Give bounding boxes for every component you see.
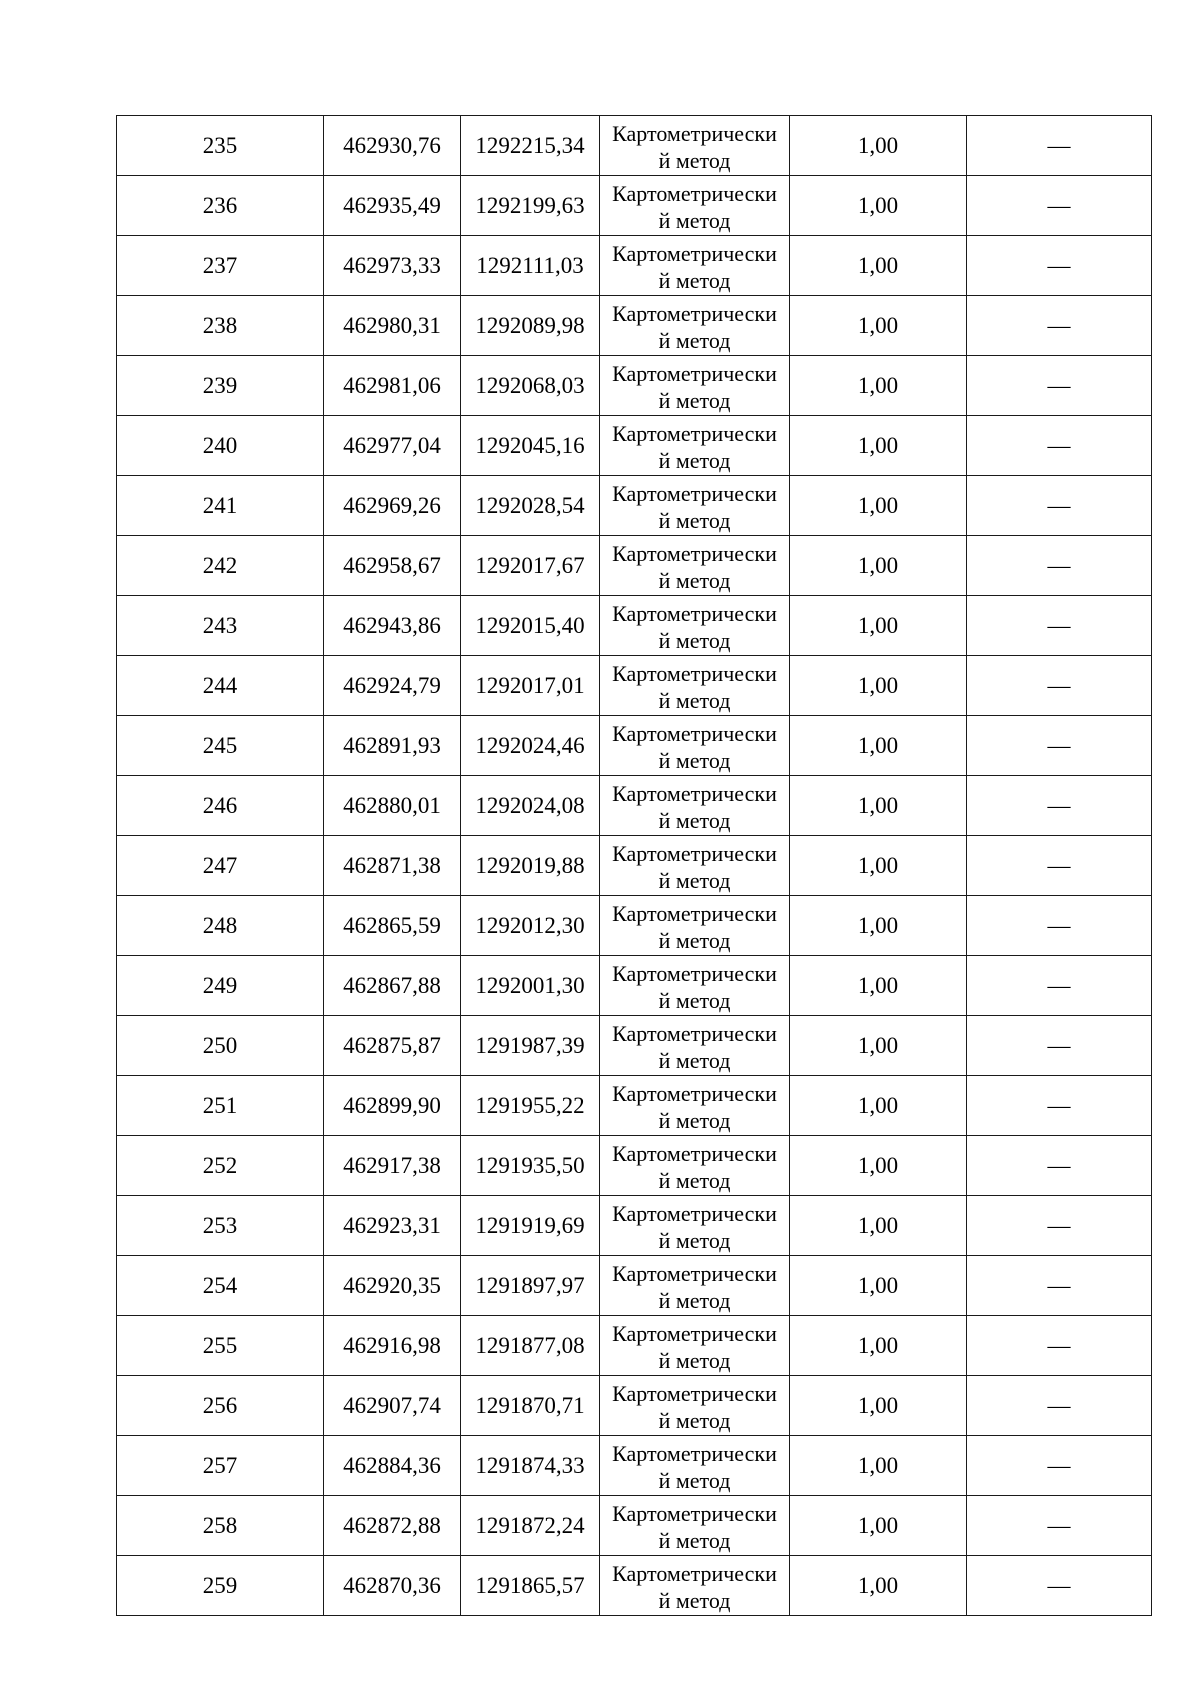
point-number-cell: 235 bbox=[117, 116, 324, 176]
method-text-line2: й метод bbox=[658, 687, 731, 713]
method-cell bbox=[600, 1376, 790, 1436]
point-number-cell: 250 bbox=[117, 1016, 324, 1076]
method-text-line2: й метод bbox=[658, 567, 731, 593]
method-text-line1: Картометрически bbox=[612, 720, 777, 746]
x-coordinate-cell: 462958,67 bbox=[324, 536, 461, 596]
table-row bbox=[117, 1256, 1152, 1316]
point-number-cell: 256 bbox=[117, 1376, 324, 1436]
accuracy-cell: 1,00 bbox=[790, 1316, 967, 1376]
accuracy-cell: 1,00 bbox=[790, 116, 967, 176]
coordinates-table bbox=[116, 115, 1152, 1616]
method-cell bbox=[600, 896, 790, 956]
note-cell: — bbox=[967, 1196, 1152, 1256]
method-text-line2: й метод bbox=[658, 627, 731, 653]
note-cell: — bbox=[967, 296, 1152, 356]
method-text-line2: й метод bbox=[658, 807, 731, 833]
point-number-cell: 244 bbox=[117, 656, 324, 716]
y-coordinate-cell: 1292012,30 bbox=[461, 896, 600, 956]
point-number-cell: 243 bbox=[117, 596, 324, 656]
accuracy-cell: 1,00 bbox=[790, 1196, 967, 1256]
method-text-line2: й метод bbox=[658, 1587, 731, 1613]
point-number-cell: 237 bbox=[117, 236, 324, 296]
accuracy-cell: 1,00 bbox=[790, 1436, 967, 1496]
table-row bbox=[117, 956, 1152, 1016]
x-coordinate-cell: 462867,88 bbox=[324, 956, 461, 1016]
note-cell: — bbox=[967, 776, 1152, 836]
method-cell bbox=[600, 1436, 790, 1496]
accuracy-cell: 1,00 bbox=[790, 1556, 967, 1616]
point-number-cell: 258 bbox=[117, 1496, 324, 1556]
accuracy-cell: 1,00 bbox=[790, 416, 967, 476]
point-number-cell: 259 bbox=[117, 1556, 324, 1616]
method-cell bbox=[600, 416, 790, 476]
accuracy-cell: 1,00 bbox=[790, 236, 967, 296]
point-number-cell: 247 bbox=[117, 836, 324, 896]
note-cell: — bbox=[967, 356, 1152, 416]
method-text-line2: й метод bbox=[658, 447, 731, 473]
y-coordinate-cell: 1291877,08 bbox=[461, 1316, 600, 1376]
point-number-cell: 252 bbox=[117, 1136, 324, 1196]
method-cell bbox=[600, 1316, 790, 1376]
method-text-line2: й метод bbox=[658, 267, 731, 293]
y-coordinate-cell: 1292111,03 bbox=[461, 236, 600, 296]
note-cell: — bbox=[967, 1436, 1152, 1496]
x-coordinate-cell: 462880,01 bbox=[324, 776, 461, 836]
accuracy-cell: 1,00 bbox=[790, 1076, 967, 1136]
method-text-line1: Картометрически bbox=[612, 480, 777, 506]
y-coordinate-cell: 1292015,40 bbox=[461, 596, 600, 656]
point-number-cell: 240 bbox=[117, 416, 324, 476]
method-cell bbox=[600, 716, 790, 776]
x-coordinate-cell: 462917,38 bbox=[324, 1136, 461, 1196]
x-coordinate-cell: 462969,26 bbox=[324, 476, 461, 536]
accuracy-cell: 1,00 bbox=[790, 836, 967, 896]
y-coordinate-cell: 1291872,24 bbox=[461, 1496, 600, 1556]
x-coordinate-cell: 462872,88 bbox=[324, 1496, 461, 1556]
point-number-cell: 238 bbox=[117, 296, 324, 356]
point-number-cell: 253 bbox=[117, 1196, 324, 1256]
method-text-line1: Картометрически bbox=[612, 420, 777, 446]
y-coordinate-cell: 1292199,63 bbox=[461, 176, 600, 236]
method-cell bbox=[600, 1556, 790, 1616]
method-text-line2: й метод bbox=[658, 1347, 731, 1373]
accuracy-cell: 1,00 bbox=[790, 896, 967, 956]
y-coordinate-cell: 1292017,01 bbox=[461, 656, 600, 716]
table-row bbox=[117, 656, 1152, 716]
accuracy-cell: 1,00 bbox=[790, 656, 967, 716]
method-cell bbox=[600, 836, 790, 896]
x-coordinate-cell: 462907,74 bbox=[324, 1376, 461, 1436]
table-row bbox=[117, 1316, 1152, 1376]
note-cell: — bbox=[967, 956, 1152, 1016]
point-number-cell: 241 bbox=[117, 476, 324, 536]
y-coordinate-cell: 1292068,03 bbox=[461, 356, 600, 416]
table-row bbox=[117, 296, 1152, 356]
method-text-line2: й метод bbox=[658, 927, 731, 953]
accuracy-cell: 1,00 bbox=[790, 1136, 967, 1196]
method-cell bbox=[600, 776, 790, 836]
accuracy-cell: 1,00 bbox=[790, 1016, 967, 1076]
method-cell bbox=[600, 956, 790, 1016]
method-text-line2: й метод bbox=[658, 987, 731, 1013]
accuracy-cell: 1,00 bbox=[790, 1496, 967, 1556]
note-cell: — bbox=[967, 716, 1152, 776]
method-text-line2: й метод bbox=[658, 207, 731, 233]
method-text-line1: Картометрически bbox=[612, 780, 777, 806]
note-cell: — bbox=[967, 836, 1152, 896]
note-cell: — bbox=[967, 176, 1152, 236]
method-text-line1: Картометрически bbox=[612, 1500, 777, 1526]
method-text-line1: Картометрически bbox=[612, 1320, 777, 1346]
x-coordinate-cell: 462980,31 bbox=[324, 296, 461, 356]
method-text-line1: Картометрически bbox=[612, 1140, 777, 1166]
table-row bbox=[117, 596, 1152, 656]
y-coordinate-cell: 1291955,22 bbox=[461, 1076, 600, 1136]
point-number-cell: 245 bbox=[117, 716, 324, 776]
y-coordinate-cell: 1292019,88 bbox=[461, 836, 600, 896]
method-text-line1: Картометрически bbox=[612, 960, 777, 986]
method-cell bbox=[600, 176, 790, 236]
note-cell: — bbox=[967, 1016, 1152, 1076]
accuracy-cell: 1,00 bbox=[790, 596, 967, 656]
method-cell bbox=[600, 296, 790, 356]
table-row bbox=[117, 896, 1152, 956]
table-row bbox=[117, 1016, 1152, 1076]
note-cell: — bbox=[967, 1136, 1152, 1196]
x-coordinate-cell: 462973,33 bbox=[324, 236, 461, 296]
x-coordinate-cell: 462935,49 bbox=[324, 176, 461, 236]
y-coordinate-cell: 1292024,46 bbox=[461, 716, 600, 776]
y-coordinate-cell: 1291865,57 bbox=[461, 1556, 600, 1616]
method-cell bbox=[600, 536, 790, 596]
y-coordinate-cell: 1291987,39 bbox=[461, 1016, 600, 1076]
x-coordinate-cell: 462977,04 bbox=[324, 416, 461, 476]
method-text-line1: Картометрически bbox=[612, 1440, 777, 1466]
note-cell: — bbox=[967, 596, 1152, 656]
method-cell bbox=[600, 1256, 790, 1316]
method-text-line1: Картометрически bbox=[612, 900, 777, 926]
method-text-line2: й метод bbox=[658, 1167, 731, 1193]
table-row bbox=[117, 116, 1152, 176]
table-row bbox=[117, 1436, 1152, 1496]
method-text-line1: Картометрически bbox=[612, 300, 777, 326]
y-coordinate-cell: 1291874,33 bbox=[461, 1436, 600, 1496]
method-text-line1: Картометрически bbox=[612, 1380, 777, 1406]
y-coordinate-cell: 1292215,34 bbox=[461, 116, 600, 176]
point-number-cell: 248 bbox=[117, 896, 324, 956]
table-row bbox=[117, 1136, 1152, 1196]
method-cell bbox=[600, 356, 790, 416]
method-text-line2: й метод bbox=[658, 1407, 731, 1433]
method-text-line2: й метод bbox=[658, 747, 731, 773]
x-coordinate-cell: 462865,59 bbox=[324, 896, 461, 956]
method-text-line1: Картометрически bbox=[612, 660, 777, 686]
table-row bbox=[117, 1496, 1152, 1556]
coordinates-table-body bbox=[117, 116, 1152, 1616]
accuracy-cell: 1,00 bbox=[790, 476, 967, 536]
note-cell: — bbox=[967, 236, 1152, 296]
table-row bbox=[117, 236, 1152, 296]
method-text-line1: Картометрически bbox=[612, 540, 777, 566]
y-coordinate-cell: 1291935,50 bbox=[461, 1136, 600, 1196]
method-cell bbox=[600, 236, 790, 296]
method-text-line1: Картометрически bbox=[612, 1200, 777, 1226]
method-text-line1: Картометрически bbox=[612, 1260, 777, 1286]
y-coordinate-cell: 1291897,97 bbox=[461, 1256, 600, 1316]
table-row bbox=[117, 536, 1152, 596]
y-coordinate-cell: 1292001,30 bbox=[461, 956, 600, 1016]
note-cell: — bbox=[967, 1256, 1152, 1316]
table-row bbox=[117, 356, 1152, 416]
table-row bbox=[117, 836, 1152, 896]
x-coordinate-cell: 462924,79 bbox=[324, 656, 461, 716]
method-text-line2: й метод bbox=[658, 1287, 731, 1313]
method-text-line1: Картометрически bbox=[612, 1560, 777, 1586]
point-number-cell: 236 bbox=[117, 176, 324, 236]
note-cell: — bbox=[967, 1316, 1152, 1376]
note-cell: — bbox=[967, 656, 1152, 716]
method-cell bbox=[600, 1496, 790, 1556]
x-coordinate-cell: 462891,93 bbox=[324, 716, 461, 776]
table-row bbox=[117, 1196, 1152, 1256]
accuracy-cell: 1,00 bbox=[790, 716, 967, 776]
y-coordinate-cell: 1291919,69 bbox=[461, 1196, 600, 1256]
method-text-line2: й метод bbox=[658, 1467, 731, 1493]
method-text-line1: Картометрически bbox=[612, 1080, 777, 1106]
accuracy-cell: 1,00 bbox=[790, 1256, 967, 1316]
note-cell: — bbox=[967, 896, 1152, 956]
point-number-cell: 254 bbox=[117, 1256, 324, 1316]
accuracy-cell: 1,00 bbox=[790, 776, 967, 836]
method-cell bbox=[600, 656, 790, 716]
accuracy-cell: 1,00 bbox=[790, 1376, 967, 1436]
method-text-line2: й метод bbox=[658, 1107, 731, 1133]
x-coordinate-cell: 462981,06 bbox=[324, 356, 461, 416]
method-text-line2: й метод bbox=[658, 147, 731, 173]
point-number-cell: 246 bbox=[117, 776, 324, 836]
method-cell bbox=[600, 1076, 790, 1136]
note-cell: — bbox=[967, 1376, 1152, 1436]
x-coordinate-cell: 462923,31 bbox=[324, 1196, 461, 1256]
method-text-line1: Картометрически bbox=[612, 240, 777, 266]
point-number-cell: 257 bbox=[117, 1436, 324, 1496]
x-coordinate-cell: 462884,36 bbox=[324, 1436, 461, 1496]
method-text-line1: Картометрически bbox=[612, 180, 777, 206]
note-cell: — bbox=[967, 476, 1152, 536]
table-row bbox=[117, 476, 1152, 536]
x-coordinate-cell: 462916,98 bbox=[324, 1316, 461, 1376]
x-coordinate-cell: 462870,36 bbox=[324, 1556, 461, 1616]
point-number-cell: 242 bbox=[117, 536, 324, 596]
y-coordinate-cell: 1292024,08 bbox=[461, 776, 600, 836]
note-cell: — bbox=[967, 536, 1152, 596]
table-row bbox=[117, 176, 1152, 236]
table-row bbox=[117, 416, 1152, 476]
point-number-cell: 239 bbox=[117, 356, 324, 416]
accuracy-cell: 1,00 bbox=[790, 536, 967, 596]
method-cell bbox=[600, 596, 790, 656]
method-text-line1: Картометрически bbox=[612, 360, 777, 386]
y-coordinate-cell: 1292045,16 bbox=[461, 416, 600, 476]
method-text-line1: Картометрически bbox=[612, 840, 777, 866]
point-number-cell: 249 bbox=[117, 956, 324, 1016]
method-text-line1: Картометрически bbox=[612, 600, 777, 626]
note-cell: — bbox=[967, 1556, 1152, 1616]
note-cell: — bbox=[967, 1496, 1152, 1556]
note-cell: — bbox=[967, 116, 1152, 176]
method-text-line2: й метод bbox=[658, 387, 731, 413]
y-coordinate-cell: 1292017,67 bbox=[461, 536, 600, 596]
accuracy-cell: 1,00 bbox=[790, 296, 967, 356]
table-row bbox=[117, 716, 1152, 776]
method-cell bbox=[600, 1136, 790, 1196]
y-coordinate-cell: 1291870,71 bbox=[461, 1376, 600, 1436]
method-cell bbox=[600, 476, 790, 536]
method-cell bbox=[600, 1016, 790, 1076]
method-text-line2: й метод bbox=[658, 1527, 731, 1553]
method-text-line2: й метод bbox=[658, 1047, 731, 1073]
table-row bbox=[117, 1076, 1152, 1136]
method-text-line2: й метод bbox=[658, 507, 731, 533]
table-row bbox=[117, 1376, 1152, 1436]
y-coordinate-cell: 1292089,98 bbox=[461, 296, 600, 356]
note-cell: — bbox=[967, 1076, 1152, 1136]
method-text-line2: й метод bbox=[658, 867, 731, 893]
x-coordinate-cell: 462899,90 bbox=[324, 1076, 461, 1136]
point-number-cell: 251 bbox=[117, 1076, 324, 1136]
method-text-line1: Картометрически bbox=[612, 1020, 777, 1046]
x-coordinate-cell: 462871,38 bbox=[324, 836, 461, 896]
accuracy-cell: 1,00 bbox=[790, 956, 967, 1016]
method-cell bbox=[600, 1196, 790, 1256]
method-text-line2: й метод bbox=[658, 1227, 731, 1253]
table-row bbox=[117, 776, 1152, 836]
x-coordinate-cell: 462943,86 bbox=[324, 596, 461, 656]
accuracy-cell: 1,00 bbox=[790, 176, 967, 236]
point-number-cell: 255 bbox=[117, 1316, 324, 1376]
method-text-line2: й метод bbox=[658, 327, 731, 353]
x-coordinate-cell: 462930,76 bbox=[324, 116, 461, 176]
method-text-line1: Картометрически bbox=[612, 120, 777, 146]
x-coordinate-cell: 462875,87 bbox=[324, 1016, 461, 1076]
note-cell: — bbox=[967, 416, 1152, 476]
table-row bbox=[117, 1556, 1152, 1616]
x-coordinate-cell: 462920,35 bbox=[324, 1256, 461, 1316]
accuracy-cell: 1,00 bbox=[790, 356, 967, 416]
y-coordinate-cell: 1292028,54 bbox=[461, 476, 600, 536]
method-cell bbox=[600, 116, 790, 176]
